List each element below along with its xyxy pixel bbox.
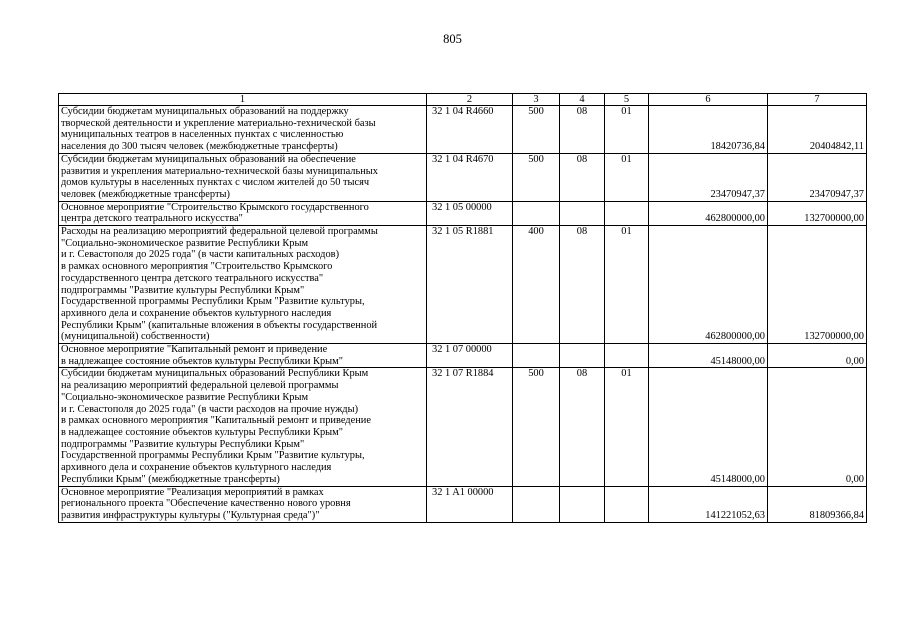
header-col-7: 7 [768,94,867,106]
row-code: 32 1 07 00000 [427,344,513,368]
header-col-3: 3 [513,94,560,106]
row-amount-7: 132700000,00 [768,201,867,225]
row-code: 32 1 A1 00000 [427,486,513,522]
table-row [59,226,867,344]
row-col-4: 08 [560,153,605,201]
budget-table [58,93,867,523]
row-amount-7: 132700000,00 [768,226,867,344]
row-amount-7: 0,00 [768,344,867,368]
row-code: 32 1 05 00000 [427,201,513,225]
row-col-3 [513,486,560,522]
row-amount-7: 23470947,37 [768,153,867,201]
row-amount-6: 18420736,84 [649,106,768,154]
row-col-5: 01 [605,368,649,486]
row-col-3: 500 [513,106,560,154]
row-description: Расходы на реализацию мероприятий федеральной целевой программы "Социально-экономическое развитие Республики Крым и г. Севастополя до 2025 года" (в части капитальных расходов) в рамках основного мероприятия "Строительство Крымского государственного центра детского театрального искусства" подпрограммы "Развитие культуры Республики Крым" Государственной программы Республики Крым "Развитие культуры, архивного дела и сохранение объектов культурного наследия Республики Крым" (капитальные вложения в объекты государственной (муниципальной) собственности) [59,226,427,344]
row-code: 32 1 07 R1884 [427,368,513,486]
row-col-5: 01 [605,226,649,344]
row-amount-6: 45148000,00 [649,368,768,486]
header-col-2: 2 [427,94,513,106]
row-col-5: 01 [605,106,649,154]
table-row [59,106,867,154]
table-row [59,368,867,486]
row-col-5 [605,201,649,225]
row-col-4 [560,201,605,225]
row-col-4: 08 [560,368,605,486]
row-amount-6: 45148000,00 [649,344,768,368]
row-col-5 [605,486,649,522]
table-header-row [59,94,867,106]
row-description: Основное мероприятие "Капитальный ремонт и приведение в надлежащее состояние объектов культуры Республики Крым" [59,344,427,368]
row-col-3: 500 [513,368,560,486]
row-col-3: 400 [513,226,560,344]
row-code: 32 1 04 R4670 [427,153,513,201]
row-col-4: 08 [560,106,605,154]
row-col-5: 01 [605,153,649,201]
row-col-3 [513,344,560,368]
header-col-1: 1 [59,94,427,106]
row-col-3 [513,201,560,225]
table-row [59,486,867,522]
row-description: Основное мероприятие "Строительство Крымского государственного центра детского театрального искусства" [59,201,427,225]
row-amount-7: 81809366,84 [768,486,867,522]
page-number: 805 [443,32,462,46]
row-description: Субсидии бюджетам муниципальных образований на поддержку творческой деятельности и укрепление материально-технической базы муниципальных театров в населенных пунктах с численностью населения до 300 тысяч человек (межбюджетные трансферты) [59,106,427,154]
row-amount-7: 0,00 [768,368,867,486]
row-col-4 [560,344,605,368]
row-code: 32 1 04 R4660 [427,106,513,154]
table-row [59,344,867,368]
row-description: Субсидии бюджетам муниципальных образований на обеспечение развития и укрепления материально-технической базы муниципальных домов культуры в населенных пунктах с числом жителей до 50 тысяч человек (межбюджетные трансферты) [59,153,427,201]
row-description: Основное мероприятие "Реализация мероприятий в рамках регионального проекта "Обеспечение качественно нового уровня развития инфраструктуры культуры ("Культурная среда")" [59,486,427,522]
header-col-6: 6 [649,94,768,106]
row-code: 32 1 05 R1881 [427,226,513,344]
row-amount-6: 23470947,37 [649,153,768,201]
header-col-5: 5 [605,94,649,106]
row-description: Субсидии бюджетам муниципальных образований Республики Крым на реализацию мероприятий федеральной целевой программы "Социально-экономическое развитие Республики Крым и г. Севастополя до 2025 года" (в части расходов на прочие нужды) в рамках основного мероприятия "Капитальный ремонт и приведение в надлежащее состояние объектов культуры Республики Крым" подпрограммы "Развитие культуры Республики Крым" Государственной программы Республики Крым "Развитие культуры, архивного дела и сохранение объектов культурного наследия Республики Крым" (межбюджетные трансферты) [59,368,427,486]
table-row [59,153,867,201]
row-amount-6: 462800000,00 [649,201,768,225]
row-col-5 [605,344,649,368]
row-col-4 [560,486,605,522]
row-amount-6: 141221052,63 [649,486,768,522]
row-amount-7: 20404842,11 [768,106,867,154]
row-col-4: 08 [560,226,605,344]
row-col-3: 500 [513,153,560,201]
table-row [59,201,867,225]
header-col-4: 4 [560,94,605,106]
row-amount-6: 462800000,00 [649,226,768,344]
